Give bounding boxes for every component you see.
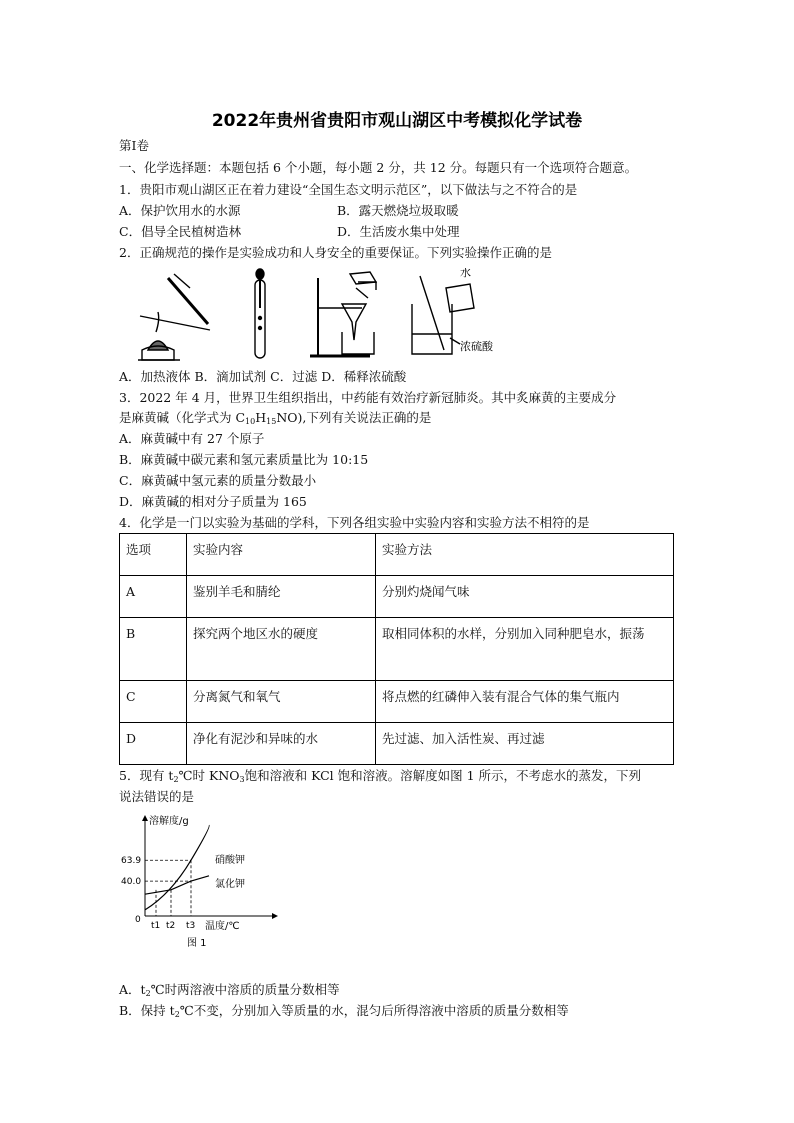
q2-options: A．加热液体 B．滴加试剂 C．过滤 D．稀释浓硫酸 [119,369,407,384]
table-header-cell: 选项 [120,534,187,576]
table-cell: 分别灼烧闻气味 [376,576,674,618]
q5-option-b: B．保持 t2℃不变，分别加入等质量的水，混匀后所得溶液中溶质的质量分数相等 [119,1003,569,1019]
table-cell: C [120,681,187,723]
exam-title: 2022年贵州省贵阳市观山湖区中考模拟化学试卷 [211,111,583,131]
y-axis-label: 溶解度/g [149,816,189,827]
q4-table [119,533,674,765]
q3-option-d: D．麻黄碱的相对分子质量为 165 [119,494,307,509]
table-cell: D [120,723,187,765]
instructions: 一、化学选择题：本题包括 6 个小题，每小题 2 分，共 12 分。每题只有一个选项符合题意。 [119,160,638,175]
table-row [120,576,674,618]
q1-stem: 1．贵阳市观山湖区正在着力建设“全国生态文明示范区”，以下做法与之不符合的是 [119,182,578,197]
series-label: 硝酸钾 [215,855,245,867]
q1-option-a: A．保护饮用水的水源 [119,203,241,218]
y-tick-label: 40.0 [121,877,142,888]
heating-liquid-icon [138,274,210,360]
q5-stem-line2: 说法错误的是 [119,789,195,804]
table-cell: 鉴别羊毛和腈纶 [187,576,376,618]
q3-stem-line2: 是麻黄碱（化学式为 $C_{10}H_{15}NO$),下列有关说法正确的是 [119,410,432,426]
lab-operations-figure [130,268,530,368]
x-tick-label: t3 [186,921,196,931]
q4-stem: 4．化学是一门以实验为基础的学科，下列各组实验中实验内容和实验方法不相符的是 [119,515,590,530]
table-header-cell: 实验方法 [376,534,674,576]
q3-stem-line1: 3．2022 年 4 月，世界卫生组织指出，中药能有效治疗新冠肺炎。其中炙麻黄的主要成分 [119,390,617,405]
q5-stem-line1: 5．现有 t2℃时 KNO3饱和溶液和 KCl 饱和溶液。溶解度如图 1 所示，不考虑水的蒸发，下列 [119,768,642,784]
table-cell: 分离氮气和氧气 [187,681,376,723]
table-cell: 将点燃的红磷伸入装有混合气体的集气瓶内 [376,681,674,723]
table-cell: A [120,576,187,618]
origin-label: 0 [135,915,141,925]
q1-option-d: D．生活废水集中处理 [337,224,460,239]
figure-caption: 图 1 [187,938,207,949]
label-conc-acid: 浓硫酸 [460,340,493,353]
series-line [145,876,209,894]
table-cell: 净化有泥沙和异味的水 [187,723,376,765]
q1-option-b: B．露天燃烧垃圾取暖 [337,203,459,218]
y-tick-label: 63.9 [121,856,142,867]
table-header-cell: 实验内容 [187,534,376,576]
label-water: 水 [460,268,471,279]
table-cell: 取相同体积的水样，分别加入同种肥皂水，振荡 [376,618,674,681]
q1-option-c: C．倡导全民植树造林 [119,224,242,239]
filtration-icon [310,272,376,356]
table-cell: B [120,618,187,681]
q2-stem: 2．正确规范的操作是实验成功和人身安全的重要保证。下列实验操作正确的是 [119,245,552,260]
table-header-row [120,534,674,576]
series-label: 氯化钾 [215,879,245,891]
table-row [120,723,674,765]
x-axis-label: 温度/℃ [205,921,240,932]
table-cell: 探究两个地区水的硬度 [187,618,376,681]
section-label: 第Ⅰ卷 [119,138,149,153]
table-cell: 先过滤、加入活性炭、再过滤 [376,723,674,765]
x-tick-label: t2 [166,921,176,931]
q3-option-a: A．麻黄碱中有 27 个原子 [119,431,265,446]
dropper-icon [255,269,265,358]
table-row [120,681,674,723]
series-line [145,825,209,910]
q3-option-b: B．麻黄碱中碳元素和氢元素质量比为 10:15 [119,452,369,467]
x-tick-label: t1 [151,921,161,931]
q5-option-a: A．t2℃时两溶液中溶质的质量分数相等 [119,982,340,998]
q3-option-c: C．麻黄碱中氢元素的质量分数最小 [119,473,317,488]
solubility-chart [119,810,289,954]
table-row [120,618,674,681]
